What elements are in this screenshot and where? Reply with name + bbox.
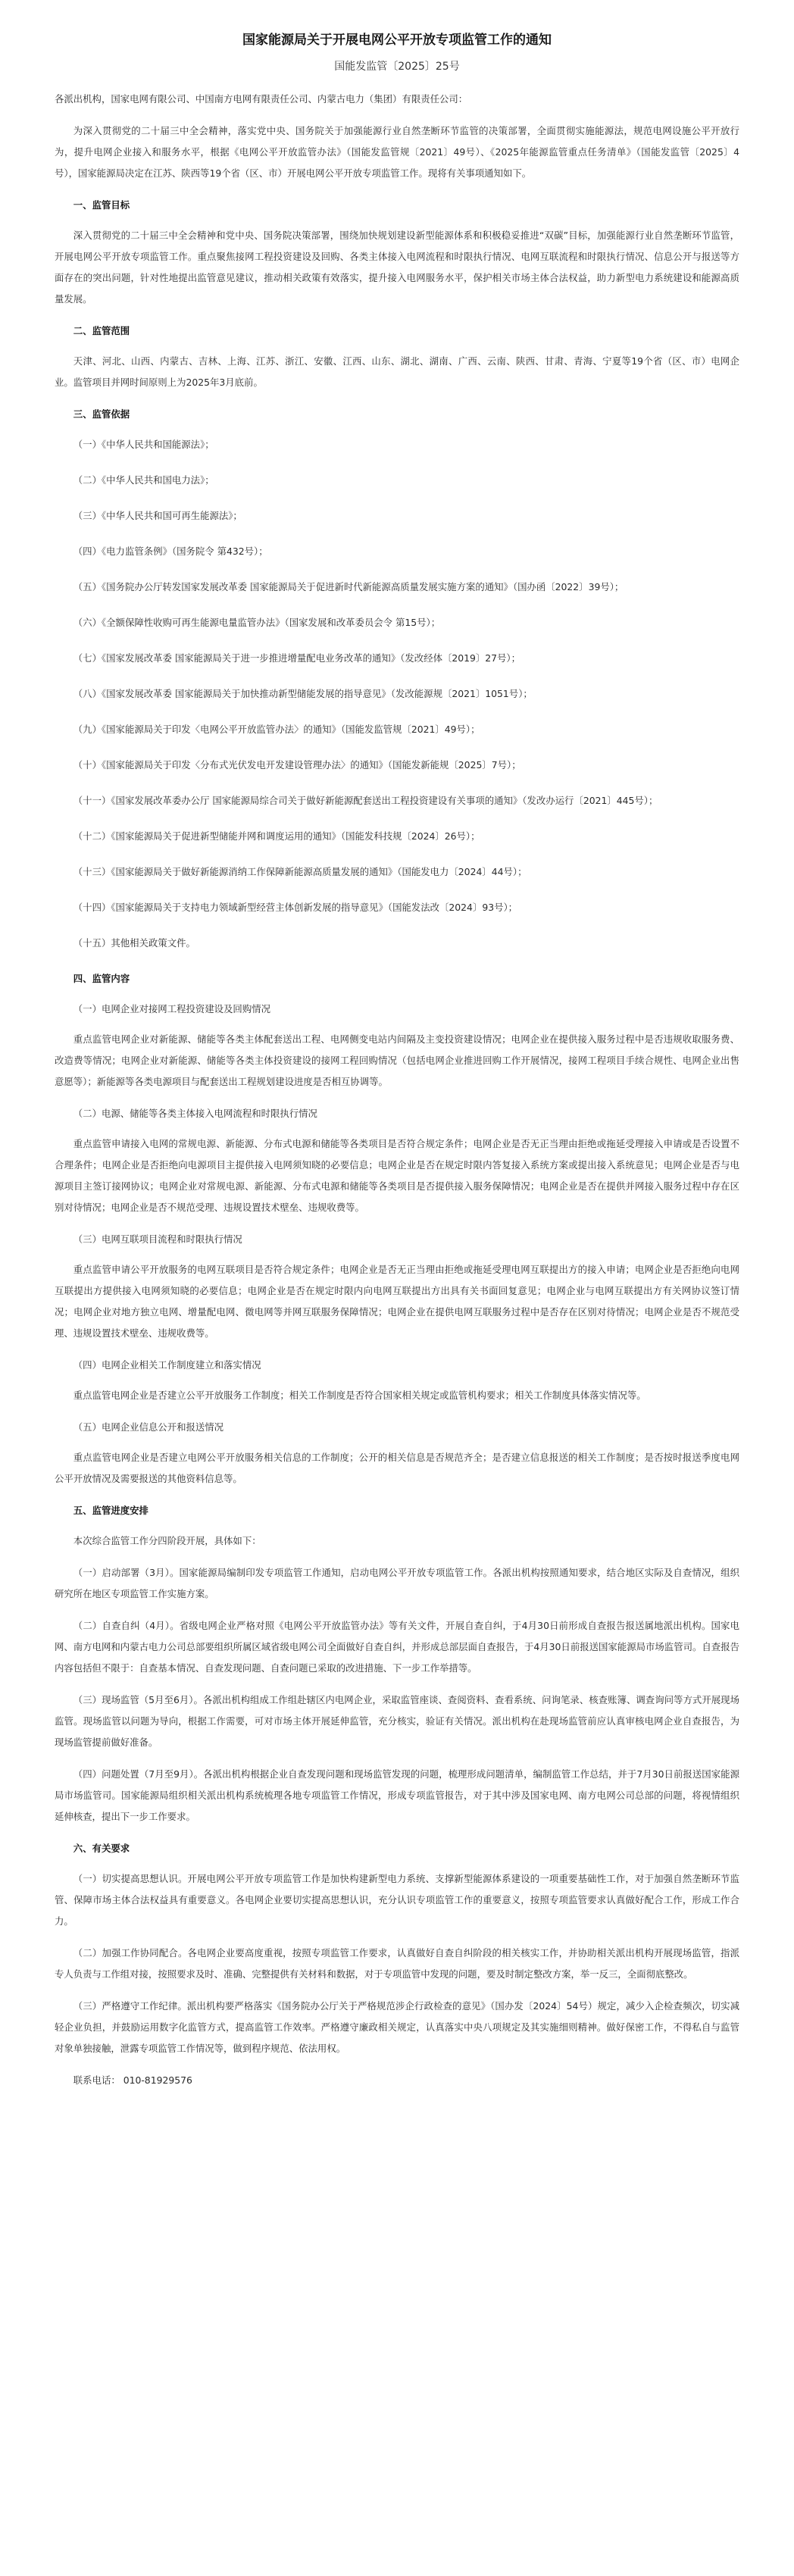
schedule-lead: 本次综合监管工作分四阶段开展，具体如下： [73,1535,261,1546]
basis-item: （一）《中华人民共和国能源法》； [73,439,214,450]
contact-phone: 联系电话： 010-81929576 [73,2074,192,2086]
section-heading-content: 四、监管内容 [73,973,130,984]
section-body-objectives: 深入贯彻党的二十届三中全会精神和党中央、国务院决策部署，围绕加快规划建设新型能源体系和积极稳妥推进“双碳”目标，加强能源行业自然垄断环节监管，开展电网公平开放专项监管工作。重点聚焦接网工程投资建设及回购、各类主体接入电网流程和时限执行情况、电网互联流程和时限执行情况、信息公开与报送等方面存在的突出问题，针对性地提出监管意见建议，推动相关政策有效落实，提升接入电网服务水平，保护相关市场主体合法权益，助力新型电力系统建设和能源高质量发展。 [55,230,739,305]
section-heading-objectives: 一、监管目标 [73,199,130,211]
basis-item: （二）《中华人民共和国电力法》； [73,474,214,486]
subsection-title: （三）电网互联项目流程和时限执行情况 [73,1233,242,1245]
subsection-title: （五）电网企业信息公开和报送情况 [73,1421,224,1433]
requirement-item: （一）切实提高思想认识。开展电网公平开放专项监管工作是加快构建新型电力系统、支撑新型能源体系建设的一项重要基础性工作，对于加强自然垄断环节监管、保障市场主体合法权益具有重要意义。各电网企业要切实提高思想认识，充分认识专项监管工作的重要意义，按照专项监管要求认真做好配合工作，形成工作合力。 [55,1873,739,1927]
basis-item: （七）《国家发展改革委 国家能源局关于进一步推进增量配电业务改革的通知》（发改经体〔2019〕27号）； [73,652,521,664]
intro-paragraph: 为深入贯彻党的二十届三中全会精神，落实党中央、国务院关于加强能源行业自然垄断环节监管的决策部署，全面贯彻实施能源法，规范电网设施公平开放行为，提升电网企业接入和服务水平，根据《电网公平开放监管办法》（国能发监管规〔2021〕49号）、《2025年能源监管重点任务清单》（国能发监管〔2025〕4号），国家能源局决定在江苏、陕西等19个省（区、市）开展电网公平开放专项监管工作。现将有关事项通知如下。 [55,125,739,179]
section-heading-requirements: 六、有关要求 [73,1843,130,1854]
subsection-body: 重点监管电网企业是否建立公平开放服务工作制度；相关工作制度是否符合国家相关规定或监管机构要求；相关工作制度具体落实情况等。 [73,1390,646,1401]
document-title: 国家能源局关于开展电网公平开放专项监管工作的通知 [242,33,552,48]
requirement-item: （三）严格遵守工作纪律。派出机构要严格落实《国务院办公厅关于严格规范涉企行政检查的意见》（国办发〔2024〕54号）规定，减少入企检查频次，切实减轻企业负担，并鼓励运用数字化监管方式，提高监管工作效率。严格遵守廉政相关规定，认真落实中央八项规定及其实施细则精神。做好保密工作，不得私自与监管对象单独接触，泄露专项监管工作情况等，做到程序规范、依法用权。 [55,2000,739,2054]
section-heading-basis: 三、监管依据 [73,408,130,420]
basis-item: （六）《全额保障性收购可再生能源电量监管办法》（国家发展和改革委员会令 第15号）； [73,617,441,628]
basis-item: （八）《国家发展改革委 国家能源局关于加快推动新型储能发展的指导意见》（发改能源规〔2021〕1051号）； [73,688,533,699]
subsection-title: （二）电源、储能等各类主体接入电网流程和时限执行情况 [73,1108,317,1119]
section-body-scope: 天津、河北、山西、内蒙古、吉林、上海、江苏、浙江、安徽、江西、山东、湖北、湖南、广西、云南、陕西、甘肃、青海、宁夏等19个省（区、市）电网企业。监管项目并网时间原则上为2025年3月底前。 [55,355,739,388]
section-heading-scope: 二、监管范围 [73,325,130,336]
basis-item: （十三）《国家能源局关于做好新能源消纳工作保障新能源高质量发展的通知》（国能发电力〔2024〕44号）； [73,866,527,877]
requirement-item: （二）加强工作协同配合。各电网企业要高度重视，按照专项监管工作要求，认真做好自查自纠阶段的相关核实工作，并协助相关派出机构开展现场监管，指派专人负责与工作组对接，按照要求及时、准确、完整提供有关材料和数据，对于专项监管中发现的问题，要及时制定整改方案，举一反三，全面彻底整改。 [55,1947,739,1980]
basis-item: （五）《国务院办公厅转发国家发展改革委 国家能源局关于促进新时代新能源高质量发展实施方案的通知》（国办函〔2022〕39号）； [73,581,624,592]
basis-item: （九）《国家能源局关于印发〈电网公平开放监管办法〉的通知》（国能发监管规〔2021〕49号）； [73,724,480,735]
addressees: 各派出机构，国家电网有限公司、中国南方电网有限责任公司、内蒙古电力（集团）有限责任公司： [55,93,468,105]
basis-item: （十）《国家能源局关于印发〈分布式光伏发电开发建设管理办法〉的通知》（国能发新能规〔2025〕7号）； [73,759,521,771]
basis-item: （十五）其他相关政策文件。 [73,937,195,949]
subsection-body: 重点监管申请公平开放服务的电网互联项目是否符合规定条件；电网企业是否无正当理由拒绝或拖延受理电网互联提出方的接入申请；电网企业是否拒绝向电网互联提出方提供接入电网须知晓的必要信息；电网企业是否在规定时限内向电网互联提出方出具有关书面回复意见；电网企业与电网互联提出方有关网协议签订情况；电网企业对地方独立电网、增量配电网、微电网等并网互联服务保障情况；电网企业在提供电网互联服务过程中是否存在区别对待情况；电网企业是否不规范受理、违规设置技术壁垒、违规收费等。 [55,1264,739,1339]
basis-item: （十四）《国家能源局关于支持电力领域新型经营主体创新发展的指导意见》（国能发法改〔2024〕93号）； [73,902,518,913]
subsection-body: 重点监管电网企业对新能源、储能等各类主体配套送出工程、电网侧变电站内间隔及主变投资建设情况；电网企业在提供接入服务过程中是否违规收取服务费、改造费等情况；电网企业对新能源、储能等各类主体投资建设的接网工程回购情况（包括电网企业推进回购工作开展情况，接网工程项目手续合规性、电网企业出售意愿等）；新能源等各类电源项目与配套送出工程规划建设进度是否相互协调等。 [55,1033,739,1087]
basis-item: （四）《电力监管条例》（国务院令 第432号）； [73,546,268,557]
basis-item: （十二）《国家能源局关于促进新型储能并网和调度运用的通知》（国能发科技规〔2024〕26号）； [73,830,480,842]
section-heading-schedule: 五、监管进度安排 [73,1505,148,1516]
schedule-stage: （二）自查自纠（4月）。省级电网企业严格对照《电网公平开放监管办法》等有关文件，开展自查自纠，于4月30日前形成自查报告报送属地派出机构。国家电网、南方电网和内蒙古电力公司总部要组织所属区域省级电网公司全面做好自查自纠，并形成总部层面自查报告，于4月30日前报送国家能源局市场监管司。自查报告内容包括但不限于：自查基本情况、自查发现问题、自查问题已采取的改进措施、下一步工作举措等。 [55,1620,739,1674]
subsection-title: （一）电网企业对接网工程投资建设及回购情况 [73,1003,270,1014]
schedule-stage: （一）启动部署（3月）。国家能源局编制印发专项监管工作通知，启动电网公平开放专项监管工作。各派出机构按照通知要求，结合地区实际及自查情况，组织研究所在地区专项监管工作实施方案。 [55,1567,739,1599]
basis-item: （十一）《国家发展改革委办公厅 国家能源局综合司关于做好新能源配套送出工程投资建设有关事项的通知》（发改办运行〔2021〕445号）； [73,795,658,806]
basis-item: （三）《中华人民共和国可再生能源法》； [73,510,242,521]
subsection-title: （四）电网企业相关工作制度建立和落实情况 [73,1359,261,1371]
subsection-body: 重点监管电网企业是否建立电网公平开放服务相关信息的工作制度；公开的相关信息是否规范齐全；是否建立信息报送的相关工作制度；是否按时报送季度电网公平开放情况及需要报送的其他资料信息等。 [55,1452,739,1484]
subsection-body: 重点监管申请接入电网的常规电源、新能源、分布式电源和储能等各类项目是否符合规定条件；电网企业是否无正当理由拒绝或拖延受理接入申请或是否设置不合理条件；电网企业是否拒绝向电源项目主提供接入电网须知晓的必要信息；电网企业是否在规定时限内答复接入系统方案或提出接入系统意见；电网企业是否与电源项目主签订接网协议；电网企业对常规电源、新能源、分布式电源和储能等各类项目是否提供接入服务保障情况；电网企业是否在提供并网接入服务过程中存在区别对待情况；电网企业是否不规范受理、违规设置技术壁垒、违规收费等。 [55,1138,739,1213]
schedule-stage: （四）问题处置（7月至9月）。各派出机构根据企业自查发现问题和现场监管发现的问题，梳理形成问题清单，编制监管工作总结，并于7月30日前报送国家能源局市场监管司。国家能源局组织相关派出机构系统梳理各地专项监管工作情况，形成专项监管报告，对于其中涉及国家电网、南方电网公司总部的问题，将视情组织延伸核查，提出下一步工作要求。 [55,1768,739,1822]
schedule-stage: （三）现场监管（5月至6月）。各派出机构组成工作组赴辖区内电网企业，采取监管座谈、查阅资料、查看系统、问询笔录、核查账簿、调查询问等方式开展现场监管。现场监管以问题为导向，根据工作需要，可对市场主体开展延伸监管，充分核实，验证有关情况。派出机构在赴现场监管前应认真审核电网企业自查报告，为现场监管提前做好准备。 [55,1694,739,1748]
document-number: 国能发监管〔2025〕25号 [334,61,460,73]
